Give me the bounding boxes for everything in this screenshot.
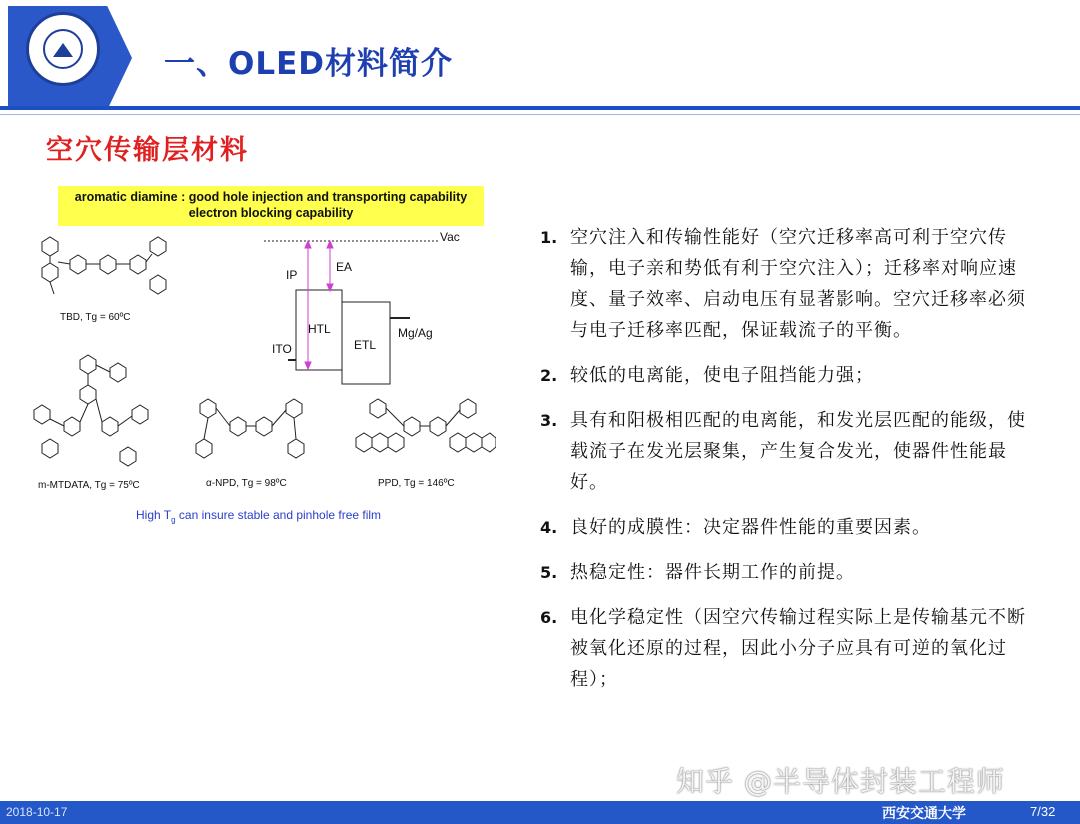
htl-label: HTL <box>308 322 331 336</box>
slide-title: 一、OLED材料简介 <box>164 46 454 82</box>
molecule-label-npd: α-NPD, Tg = 98ºC <box>206 478 287 489</box>
ito-label: ITO <box>272 342 292 356</box>
molecule-label-m-mtdata: m-MTDATA, Tg = 75ºC <box>38 480 140 491</box>
list-item-text: 空穴注入和传输性能好（空穴迁移率高可利于空穴传输，电子亲和势低有利于空穴注入）；迁移率对响应速度、量子效率、启动电压有显著影响。空穴迁移率必须与电子迁移率匹配，保证载流子的平衡。 <box>570 227 1026 341</box>
list-item-number: 4. <box>540 518 558 537</box>
list-item <box>540 405 1040 498</box>
list-item <box>540 512 1040 543</box>
list-item-number: 5. <box>540 563 558 582</box>
callout-line-2: electron blocking capability <box>188 206 354 220</box>
molecule-m-mtdata-structure <box>34 355 148 466</box>
etl-label: ETL <box>354 338 377 352</box>
header-rule <box>0 106 1080 110</box>
figure-caption <box>136 508 381 524</box>
section-title: 空穴传输层材料 <box>46 135 249 166</box>
molecule-label-tbd: TBD, Tg = 60ºC <box>60 312 131 323</box>
page-number: 7/32 <box>1030 804 1056 819</box>
list-item-text: 具有和阳极相匹配的电离能，和发光层匹配的能级，使载流子在发光层聚集，产生复合发光，使器件性能最好。 <box>570 410 1026 493</box>
slide-header <box>0 0 1080 120</box>
list-item-number: 2. <box>540 366 558 385</box>
cathode-label: Mg/Ag <box>398 326 433 340</box>
footer-school-name: 西安交通大学 <box>882 806 966 822</box>
molecule-label-ppd: PPD, Tg = 146ºC <box>378 478 455 489</box>
molecule-npd-structure <box>196 399 304 458</box>
footer-date: 2018-10-17 <box>6 805 68 819</box>
list-item-number: 6. <box>540 608 558 627</box>
caption-rest: can insure stable and pinhole free film <box>175 508 382 522</box>
zhihu-watermark: 知乎 @半导体封装工程师 <box>676 765 1005 798</box>
university-seal-logo <box>26 12 100 86</box>
molecule-tbd-structure <box>42 237 166 294</box>
header-rule-thin <box>0 114 1080 115</box>
ip-label: IP <box>286 268 298 282</box>
callout-line-1: aromatic diamine : good hole injection and transporting capability <box>74 190 468 204</box>
hole-transport-figure <box>20 182 496 532</box>
molecule-ppd-structure <box>356 399 496 452</box>
vacuum-level-label: Vac <box>440 230 460 244</box>
list-item <box>540 557 1040 588</box>
ea-label: EA <box>336 260 353 274</box>
caption-main: High T <box>136 508 172 522</box>
caption-subscript: g <box>171 515 176 525</box>
list-item <box>540 222 1040 346</box>
list-item <box>540 602 1040 695</box>
list-item-number: 3. <box>540 411 558 430</box>
requirements-list <box>540 222 1040 709</box>
list-item-text: 良好的成膜性：决定器件性能的重要因素。 <box>570 517 931 538</box>
list-item-number: 1. <box>540 228 558 247</box>
list-item-text: 热稳定性：器件长期工作的前提。 <box>570 562 855 583</box>
list-item-text: 较低的电离能，使电子阻挡能力强； <box>570 365 874 386</box>
list-item-text: 电化学稳定性（因空穴传输过程实际上是传输基元不断被氧化还原的过程，因此小分子应具有可逆的氧化过程）； <box>570 607 1026 690</box>
list-item <box>540 360 1040 391</box>
